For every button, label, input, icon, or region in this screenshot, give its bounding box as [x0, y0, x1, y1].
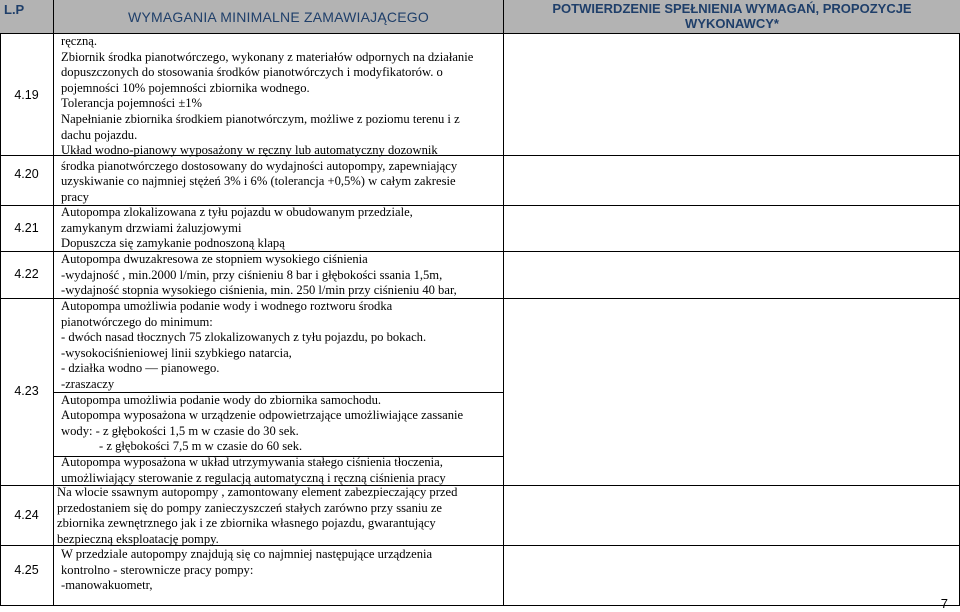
text-line: pojemności 10% pojemności zbiornika wodnego. — [61, 80, 310, 95]
text-line: Tolerancja pojemności ±1% — [61, 96, 203, 111]
requirement-text-4-22 — [61, 252, 501, 299]
requirement-text-4-20 — [61, 143, 501, 205]
text-line: dachu pojazdu. — [61, 127, 138, 142]
text-line: uzyskiwanie co najmniej stężeń 3% i 6% (tolerancja +0,5%) w całym zakresie — [61, 174, 456, 189]
text-line: zbiornika zewnętrznego jak i ze zbiornika własnego pojazdu, gwarantujący — [57, 516, 436, 531]
header-requirements: WYMAGANIA MINIMALNE ZAMAWIAJĄCEGO — [128, 9, 429, 25]
text-line: Zbiornik środka pianotwórczego, wykonany z materiałów odpornych na działanie — [61, 49, 474, 64]
text-line: Układ wodno-pianowy wyposażony w ręczny lub automatyczny dozownik — [61, 143, 438, 157]
text-line: pracy — [61, 189, 89, 204]
table-divider — [503, 33, 504, 606]
text-line: przedostaniem się do pompy zanieczyszczeń stałych zarówno przy ssaniu ze — [57, 500, 443, 515]
row-number: 4.22 — [14, 267, 39, 281]
requirement-text-4-21 — [61, 205, 501, 252]
header-confirmation-cell — [504, 0, 960, 34]
requirement-text-4-23 — [61, 299, 501, 486]
text-line: kontrolno - sterownicze pracy pompy: — [61, 562, 254, 577]
text-line: zamykanym drzwiami żaluzjowymi — [61, 220, 242, 235]
text-line: W przedziale autopompy znajdują się co najmniej następujące urządzenia — [61, 547, 433, 561]
text-line: Autopompa wyposażona w układ utrzymywania stałego ciśnienia tłoczenia, — [61, 454, 443, 469]
requirement-text-4-25 — [61, 547, 501, 594]
row-number: 4.20 — [14, 167, 39, 181]
text-line: Autopompa wyposażona w urządzenie odpowietrzające umożliwiające zassanie — [61, 408, 464, 423]
text-line: Autopompa dwuzakresowa ze stopniem wysokiego ciśnienia — [61, 252, 368, 266]
text-line: -wydajność , min.2000 l/min, przy ciśnieniu 8 bar i głębokości ssania 1,5m, — [61, 267, 443, 282]
header-lp: L.P — [4, 2, 25, 17]
table-divider — [53, 33, 54, 606]
text-line: dopuszczonych do stosowania środków pianotwórczych i modyfikatorów. o — [61, 65, 443, 80]
text-line: Autopompa umożliwia podanie wody do zbiornika samochodu. — [61, 392, 382, 407]
text-line: Dopuszcza się zamykanie podnoszoną klapą — [61, 236, 285, 251]
text-line: wody: - z głębokości 1,5 m w czasie do 30 sek. — [61, 423, 299, 438]
text-line: umożliwiający sterowanie z regulacją automatyczną i ręczną ciśnienia pracy — [61, 470, 446, 485]
text-line: - dwóch nasad tłocznych 75 zlokalizowanych z tyłu pojazdu, po bokach. — [61, 330, 427, 345]
text-line: środka pianotwórczego dostosowany do wydajności autopompy, zapewniający — [61, 158, 458, 173]
text-line: Autopompa zlokalizowana z tyłu pojazdu w obudowanym przedziale, — [61, 205, 413, 219]
text-line: -wydajność stopnia wysokiego ciśnienia, min. 250 l/min przy ciśnieniu 40 bar, — [61, 283, 457, 298]
text-line: -manowakuometr, — [61, 578, 153, 593]
header-requirements-cell — [54, 0, 504, 34]
text-line: bezpieczną eksploatację pompy. — [57, 531, 219, 546]
row-number: 4.21 — [14, 221, 39, 235]
requirement-text-4-19 — [61, 34, 501, 143]
row-number: 4.19 — [14, 88, 39, 102]
text-line: Autopompa umożliwia podanie wody i wodnego roztworu środka — [61, 299, 393, 313]
row-separator — [0, 605, 960, 606]
row-number: 4.23 — [14, 384, 39, 398]
text-line: Napełnianie zbiornika środkiem pianotwórczym, możliwe z poziomu terenu i z — [61, 111, 460, 126]
text-line: ręczną. — [61, 34, 97, 48]
row-number: 4.24 — [14, 508, 39, 522]
text-line: -wysokociśnieniowej linii szybkiego natarcia, — [61, 345, 292, 360]
page-number: 7 — [940, 596, 948, 611]
row-number: 4.25 — [14, 563, 39, 577]
text-line: pianotwórczego do minimum: — [61, 314, 213, 329]
text-line: - z głębokości 7,5 m w czasie do 60 sek. — [99, 439, 303, 454]
header-confirmation: POTWIERDZENIE SPEŁNIENIA WYMAGAŃ, PROPOZYCJE WYKONAWCY* — [552, 1, 912, 31]
text-line: - działka wodno — pianowego. — [61, 361, 220, 376]
text-line: -zraszaczy — [61, 376, 115, 391]
requirement-text-4-24 — [57, 485, 497, 547]
text-line: Na wlocie ssawnym autopompy , zamontowany element zabezpieczający przed — [57, 485, 458, 499]
header-lp-cell — [0, 0, 54, 34]
